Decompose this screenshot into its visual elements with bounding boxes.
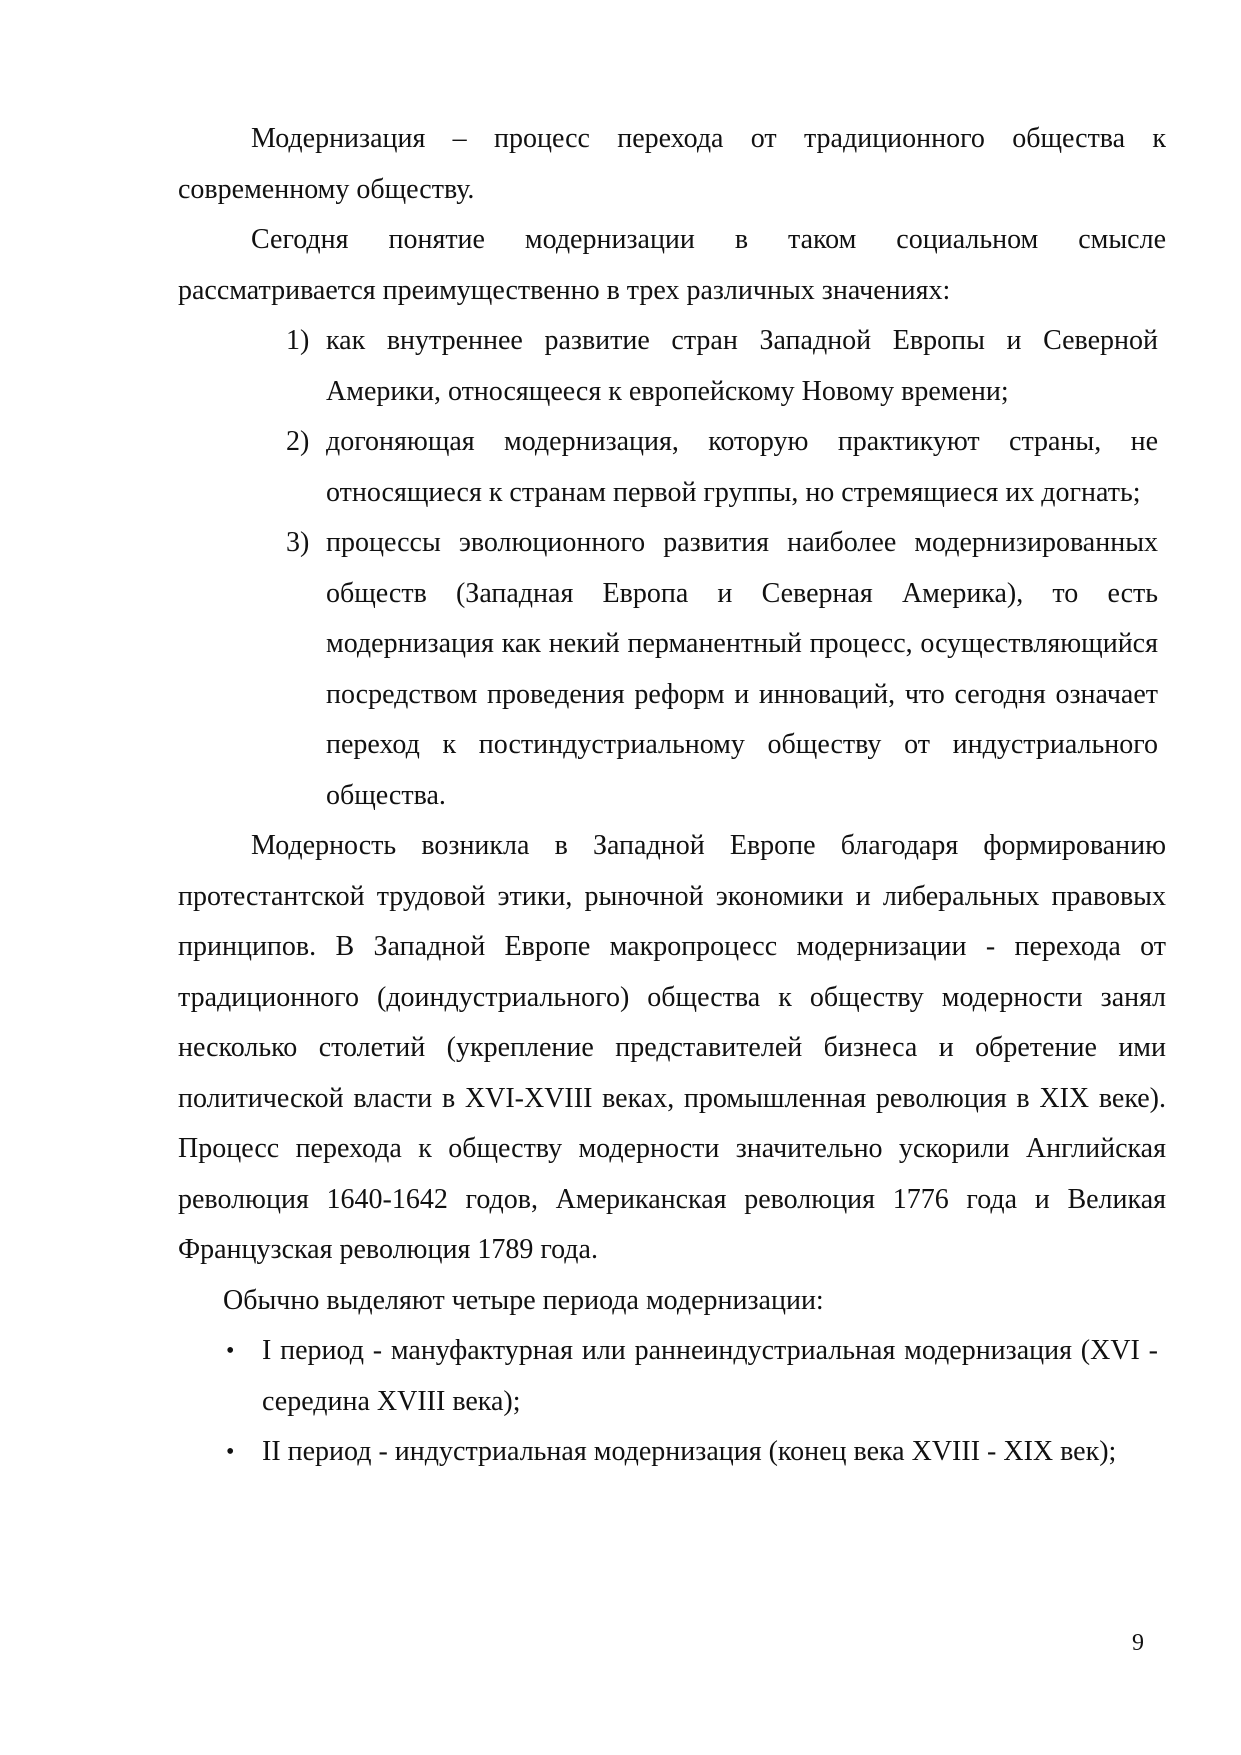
list-item-text: процессы эволюционного развития наиболее модернизированных обществ (Западная Европа и Северная Америка), то есть модернизация как некий перманентный процесс, осуществляющийся посредством проведения реформ и инноваций, что сегодня означает переход к постиндустриальному обществу от индустриального общества. [326, 527, 1158, 811]
paragraph-meanings-intro: Сегодня понятие модернизации в таком социальном смысле рассматривается преимущественно в трех различных значениях: [178, 224, 1166, 306]
list-item-number: 2) [286, 426, 310, 457]
list-item-number: 1) [286, 325, 310, 356]
paragraph-definition: Модернизация – процесс перехода от традиционного общества к современному обществу. [178, 123, 1166, 205]
bullet-list [178, 1326, 1166, 1478]
list-item-text: I период - мануфактурная или раннеиндустриальная модернизация (XVI - середина XVIII века); [262, 1335, 1158, 1417]
list-item [226, 1427, 1166, 1478]
list-item [286, 316, 1166, 417]
list-item [226, 1326, 1166, 1427]
page-number: 9 [1132, 1630, 1144, 1656]
document-body [178, 114, 1166, 1478]
list-item-number: 3) [286, 527, 310, 558]
list-item [286, 518, 1166, 821]
bullet-icon: • [226, 1439, 235, 1465]
paragraph-modernity: Модерность возникла в Западной Европе благодаря формированию протестантской трудовой этики, рыночной экономики и либеральных правовых принципов. В Западной Европе макропроцесс модернизации - перехода от традиционного (доиндустриального) общества к обществу модерности занял несколько столетий (укрепление представителей бизнеса и обретение ими политической власти в XVI-XVIII веках, промышленная революция в XIX веке). Процесс перехода к обществу модерности значительно ускорили Английская революция 1640-1642 годов, Американская революция 1776 года и Великая Французская революция 1789 года. [178, 830, 1166, 1265]
list-item-text: II период - индустриальная модернизация (конец века XVIII - XIX век); [262, 1436, 1117, 1467]
list-item [286, 417, 1166, 518]
list-item-text: как внутреннее развитие стран Западной Европы и Северной Америки, относящееся к европейскому Новому времени; [326, 325, 1158, 407]
paragraph-periods-intro: Обычно выделяют четыре периода модернизации: [223, 1284, 824, 1316]
list-item-text: догоняющая модернизация, которую практикуют страны, не относящиеся к странам первой группы, но стремящиеся их догнать; [326, 426, 1158, 508]
numbered-list [178, 316, 1166, 821]
bullet-icon: • [226, 1338, 235, 1364]
